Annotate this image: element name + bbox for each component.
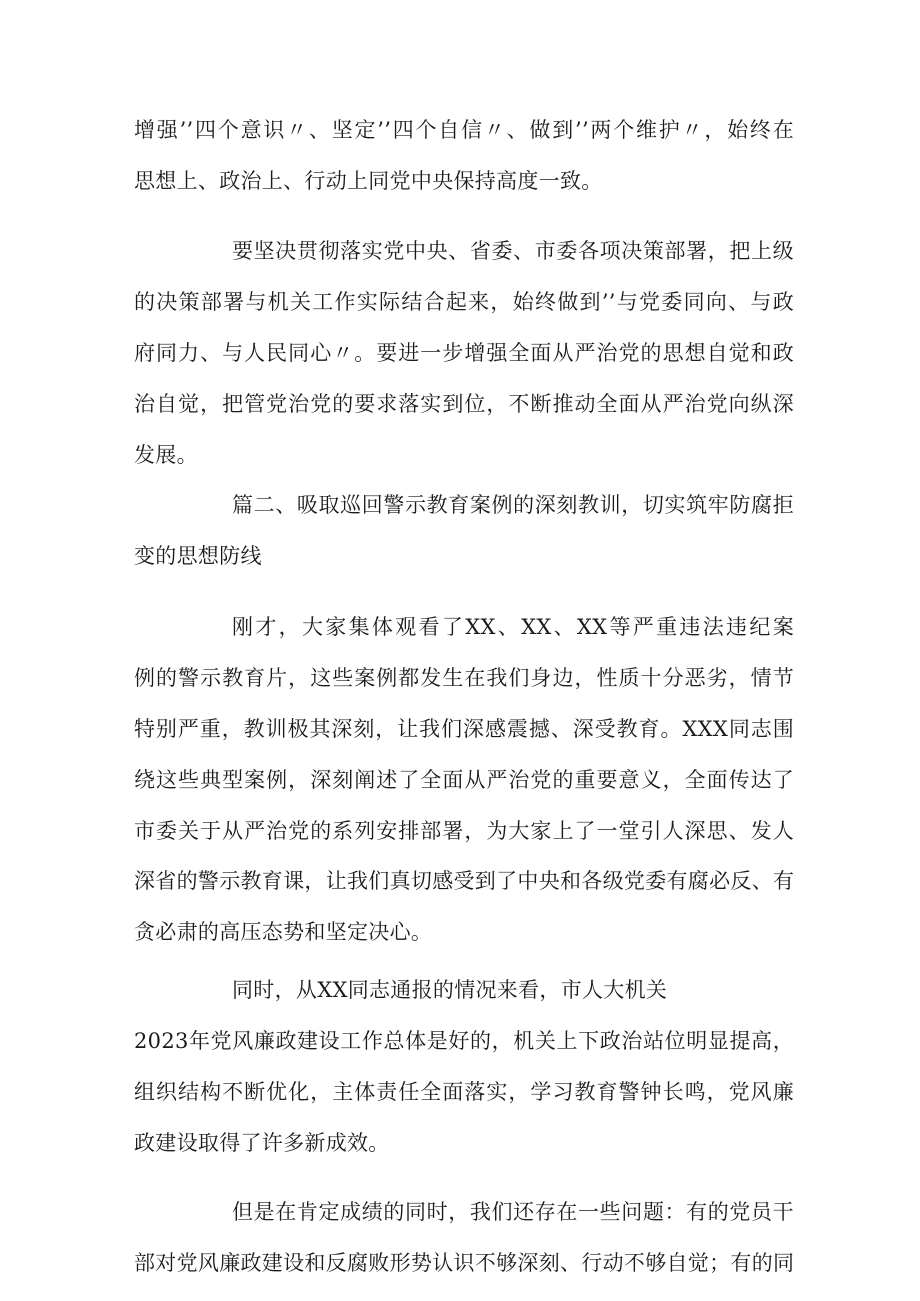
text-line-6: 治自觉，把管党治党的要求落实到位，不断推动全面从严治党向纵深 (134, 392, 794, 416)
text-line-22: 部对党风廉政建设和反腐败形势认识不够深刻、行动不够自觉；有的同 (134, 1251, 795, 1275)
text-line-13: 绕这些典型案例，深刻阐述了全面从严治党的重要意义，全面传达了 (134, 768, 794, 792)
text-line-21: 但是在肯定成绩的同时，我们还存在一些问题：有的党员干 (232, 1200, 794, 1224)
text-line-1: 增强’’四个意识〃、坚定’’四个自信〃、做到’’两个维护〃，始终在 (134, 118, 794, 142)
text-line-10: 刚才，大家集体观看了XX、XX、XX等严重违法违纪案 (232, 615, 794, 639)
text-line-20: 政建设取得了许多新成效。 (134, 1131, 390, 1155)
text-line-2: 思想上、政治上、行动上同党中央保持高度一致。 (134, 169, 603, 193)
text-line-4: 的决策部署与机关工作实际结合起来，始终做到’’与党委同向、与政 (134, 290, 794, 314)
text-line-15: 深省的警示教育课，让我们真切感受到了中央和各级党委有腐必反、有 (134, 869, 795, 893)
text-line-7: 发展。 (134, 443, 198, 467)
section-heading-line-2: 变的思想防线 (134, 544, 262, 568)
text-line-18: 2023年党风廉政建设工作总体是好的，机关上下政治站位明显提高， (134, 1029, 794, 1053)
text-line-16: 贪必肃的高压态势和坚定决心。 (134, 920, 433, 944)
section-heading-line-1: 篇二、吸取巡回警示教育案例的深刻教训，切实筑牢防腐拒 (232, 493, 794, 517)
text-line-14: 市委关于从严治党的系列安排部署，为大家上了一堂引人深思、发人 (134, 819, 794, 843)
text-line-17: 同时，从XX同志通报的情况来看，市人大机关 (232, 978, 668, 1002)
text-line-12: 特别严重，教训极其深刻，让我们深感震撼、深受教育。XXX同志围 (134, 717, 794, 741)
text-line-19: 组织结构不断优化，主体责任全面落实，学习教育警钟长鸣，党风廉 (134, 1080, 794, 1104)
text-line-11: 例的警示教育片，这些案例都发生在我们身边，性质十分恶劣，情节 (134, 666, 794, 690)
text-line-3: 要坚决贯彻落实党中央、省委、市委各项决策部署，把上级 (232, 239, 794, 263)
text-line-5: 府同力、与人民同心〃。要进一步增强全面从严治党的思想自觉和政 (134, 341, 794, 365)
